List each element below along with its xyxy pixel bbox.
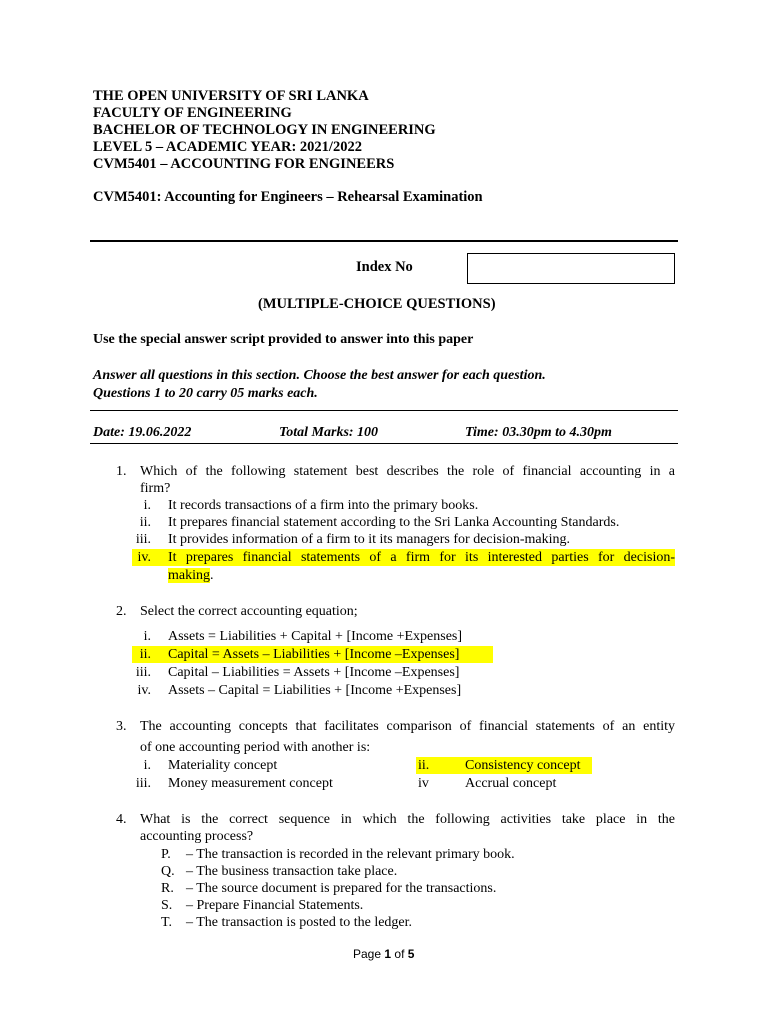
question-text-cont: firm?: [140, 481, 171, 496]
option-text-correct: Consistency concept: [465, 758, 581, 773]
question-text: What is the correct sequence in which the following activities take place in the: [140, 812, 675, 827]
option-text: Money measurement concept: [168, 776, 333, 791]
option-text-correct: Capital = Assets – Liabilities + [Income –Expenses]: [168, 647, 460, 662]
option-text: Capital – Liabilities = Assets + [Income –Expenses]: [168, 665, 460, 680]
question-text: The accounting concepts that facilitates comparison of financial statements of an entity: [140, 719, 675, 734]
sequence-letter: T.: [161, 915, 173, 930]
meta-rule-bottom: [90, 443, 678, 444]
option-number: ii.: [139, 515, 151, 530]
option-text: Materiality concept: [168, 758, 278, 773]
page-total: 5: [407, 947, 415, 961]
question-text-cont: accounting process?: [140, 829, 254, 844]
page-number: 1: [384, 947, 392, 961]
option-number: iii.: [135, 665, 151, 680]
option-period: .: [210, 568, 214, 583]
option-text: It provides information of a firm to it its managers for decision-making.: [168, 532, 571, 547]
header-university: THE OPEN UNIVERSITY OF SRI LANKA: [93, 88, 369, 104]
option-number: iv: [418, 776, 429, 791]
page-footer: [353, 947, 414, 961]
question-text: Select the correct accounting equation;: [140, 604, 358, 619]
section-title: (MULTIPLE-CHOICE QUESTIONS): [258, 296, 496, 312]
meta-rule-top: [90, 410, 678, 411]
page-word: Page: [353, 947, 382, 961]
sequence-text: – The transaction is recorded in the relevant primary book.: [186, 847, 515, 862]
sequence-letter: Q.: [161, 864, 175, 879]
option-number: ii.: [418, 758, 430, 773]
option-text: It records transactions of a firm into the primary books.: [168, 498, 479, 513]
sequence-text: – The transaction is posted to the ledger.: [186, 915, 413, 930]
option-text: Assets – Capital = Liabilities + [Income +Expenses]: [168, 683, 462, 698]
exam-date: Date: 19.06.2022: [93, 425, 192, 440]
option-number: i.: [143, 758, 151, 773]
answer-script-note: Use the special answer script provided to answer into this paper: [93, 332, 474, 347]
index-number-box[interactable]: [467, 253, 675, 284]
question-number: 3.: [116, 719, 127, 734]
instruction-line-1: Answer all questions in this section. Choose the best answer for each question.: [93, 368, 546, 383]
header-degree: BACHELOR OF TECHNOLOGY IN ENGINEERING: [93, 122, 436, 138]
option-text: It prepares financial statement according to the Sri Lanka Accounting Standards.: [168, 515, 620, 530]
option-number: i.: [143, 498, 151, 513]
header-level: LEVEL 5 – ACADEMIC YEAR: 2021/2022: [93, 139, 362, 155]
sequence-letter: S.: [161, 898, 173, 913]
exam-title: CVM5401: Accounting for Engineers – Rehearsal Examination: [93, 189, 483, 205]
question-number: 1.: [116, 464, 127, 479]
option-number: iv.: [137, 683, 151, 698]
top-rule: [90, 240, 678, 242]
sequence-text: – The source document is prepared for the transactions.: [186, 881, 497, 896]
instruction-line-2: Questions 1 to 20 carry 05 marks each.: [93, 386, 318, 401]
of-word: of: [394, 947, 405, 961]
option-number: iii.: [135, 532, 151, 547]
header-course: CVM5401 – ACCOUNTING FOR ENGINEERS: [93, 156, 395, 172]
option-number: iv.: [137, 550, 151, 565]
sequence-letter: R.: [161, 881, 174, 896]
option-text-correct: It prepares financial statements of a firm for its interested parties for decision-: [168, 550, 675, 565]
option-number: i.: [143, 629, 151, 644]
question-number: 2.: [116, 604, 127, 619]
option-text: Accrual concept: [465, 776, 557, 791]
sequence-text: – The business transaction take place.: [186, 864, 398, 879]
option-number: ii.: [139, 647, 151, 662]
sequence-letter: P.: [161, 847, 171, 862]
option-number: iii.: [135, 776, 151, 791]
option-text: Assets = Liabilities + Capital + [Income +Expenses]: [168, 629, 463, 644]
question-number: 4.: [116, 812, 127, 827]
total-marks: Total Marks: 100: [279, 425, 379, 440]
index-label: Index No: [356, 259, 413, 275]
sequence-text: – Prepare Financial Statements.: [186, 898, 364, 913]
option-text-correct-cont: making: [168, 568, 210, 583]
question-text: Which of the following statement best describes the role of financial accounting in a: [140, 464, 675, 479]
header-faculty: FACULTY OF ENGINEERING: [93, 105, 292, 121]
exam-time: Time: 03.30pm to 4.30pm: [465, 425, 612, 440]
question-text-cont: of one accounting period with another is:: [140, 740, 371, 755]
